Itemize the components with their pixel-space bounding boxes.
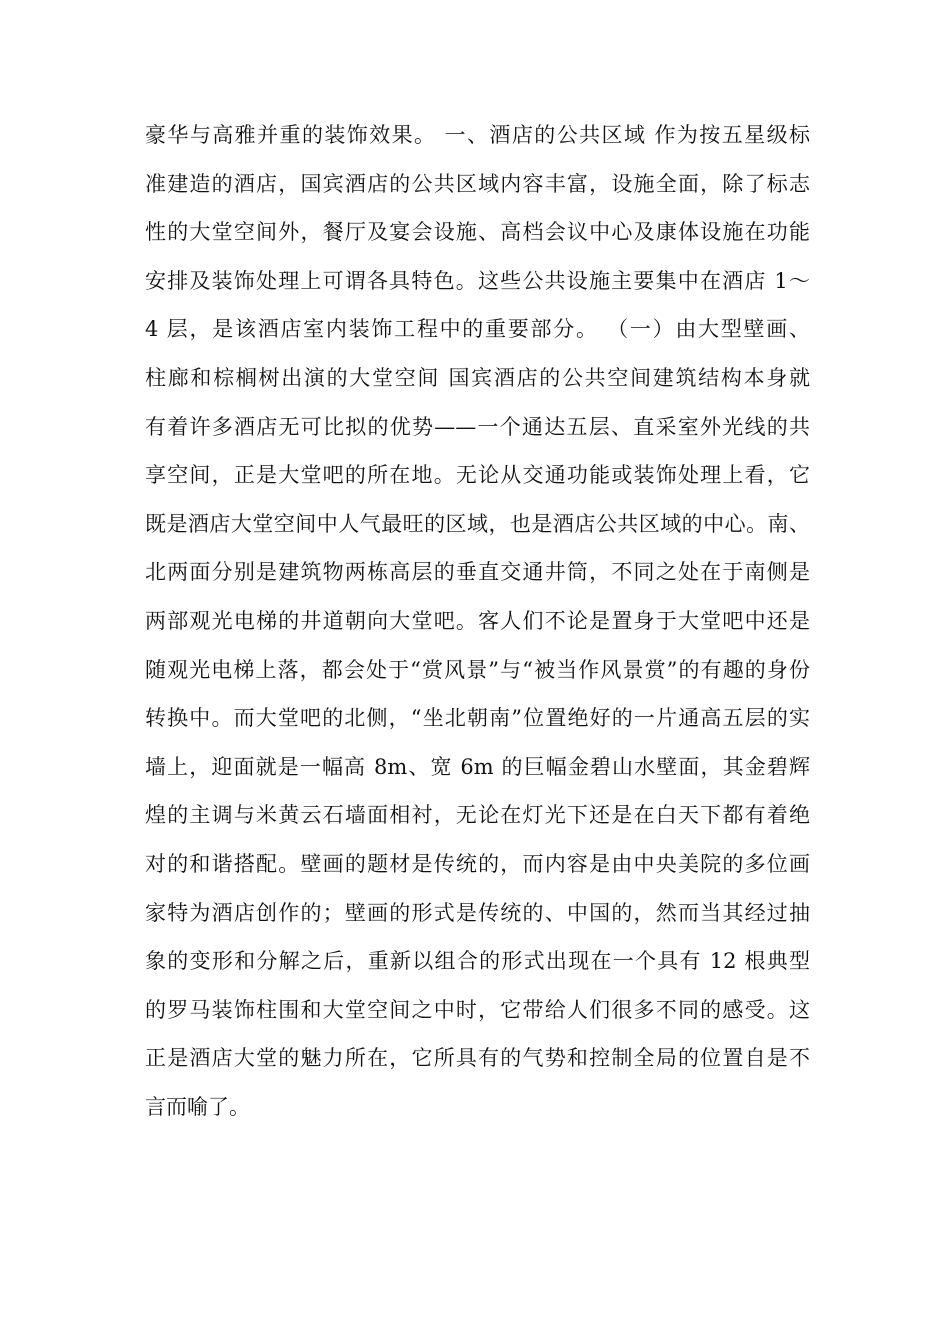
- text-line: 墙上，迎面就是一幅高 8m、宽 6m 的巨幅金碧山水壁面，其金碧辉: [145, 754, 810, 779]
- text-line: 正是酒店大堂的魅力所在，它所具有的气势和控制全局的位置自是不: [145, 1046, 810, 1071]
- text-line: 转换中。而大堂吧的北侧，“坐北朝南”位置绝好的一片通高五层的实: [145, 706, 810, 731]
- text-line: 两部观光电梯的井道朝向大堂吧。客人们不论是置身于大堂吧中还是: [145, 608, 810, 633]
- text-line: 豪华与高雅并重的装饰效果。 一、酒店的公共区域 作为按五星级标: [145, 123, 810, 147]
- text-line: 准建造的酒店，国宾酒店的公共区域内容丰富，设施全面，除了标志: [145, 171, 810, 196]
- text-line: 的罗马装饰柱围和大堂空间之中时，它带给人们很多不同的感受。这: [145, 997, 810, 1022]
- text-line: 安排及装饰处理上可谓各具特色。这些公共设施主要集中在酒店 1～: [145, 268, 810, 293]
- text-line: 既是酒店大堂空间中人气最旺的区域，也是酒店公共区域的中心。南、: [145, 511, 810, 536]
- text-line: 享空间，正是大堂吧的所在地。无论从交通功能或装饰处理上看，它: [145, 463, 810, 488]
- text-line: 北两面分别是建筑物两栋高层的垂直交通井筒，不同之处在于南侧是: [145, 560, 810, 585]
- text-line: 4 层，是该酒店室内装饰工程中的重要部分。 （一）由大型壁画、: [145, 317, 810, 342]
- text-line: 随观光电梯上落，都会处于“赏风景”与“被当作风景赏”的有趣的身份: [145, 657, 810, 682]
- text-line: 言而喻了。: [145, 1094, 250, 1119]
- text-line: 家特为酒店创作的；壁画的形式是传统的、中国的，然而当其经过抽: [145, 900, 810, 925]
- text-line: 对的和谐搭配。壁画的题材是传统的，而内容是由中央美院的多位画: [145, 851, 810, 876]
- text-line: 象的变形和分解之后，重新以组合的形式出现在一个具有 12 根典型: [145, 949, 810, 974]
- body-text: [145, 111, 810, 1131]
- text-line: 煌的主调与米黄云石墙面相衬，无论在灯光下还是在白天下都有着绝: [145, 803, 810, 828]
- text-line: 柱廊和棕榈树出演的大堂空间 国宾酒店的公共空间建筑结构本身就: [145, 365, 810, 390]
- text-line: 有着许多酒店无可比拟的优势——一个通达五层、直采室外光线的共: [145, 414, 810, 439]
- text-line: 性的大堂空间外，餐厅及宴会设施、高档会议中心及康体设施在功能: [145, 220, 810, 245]
